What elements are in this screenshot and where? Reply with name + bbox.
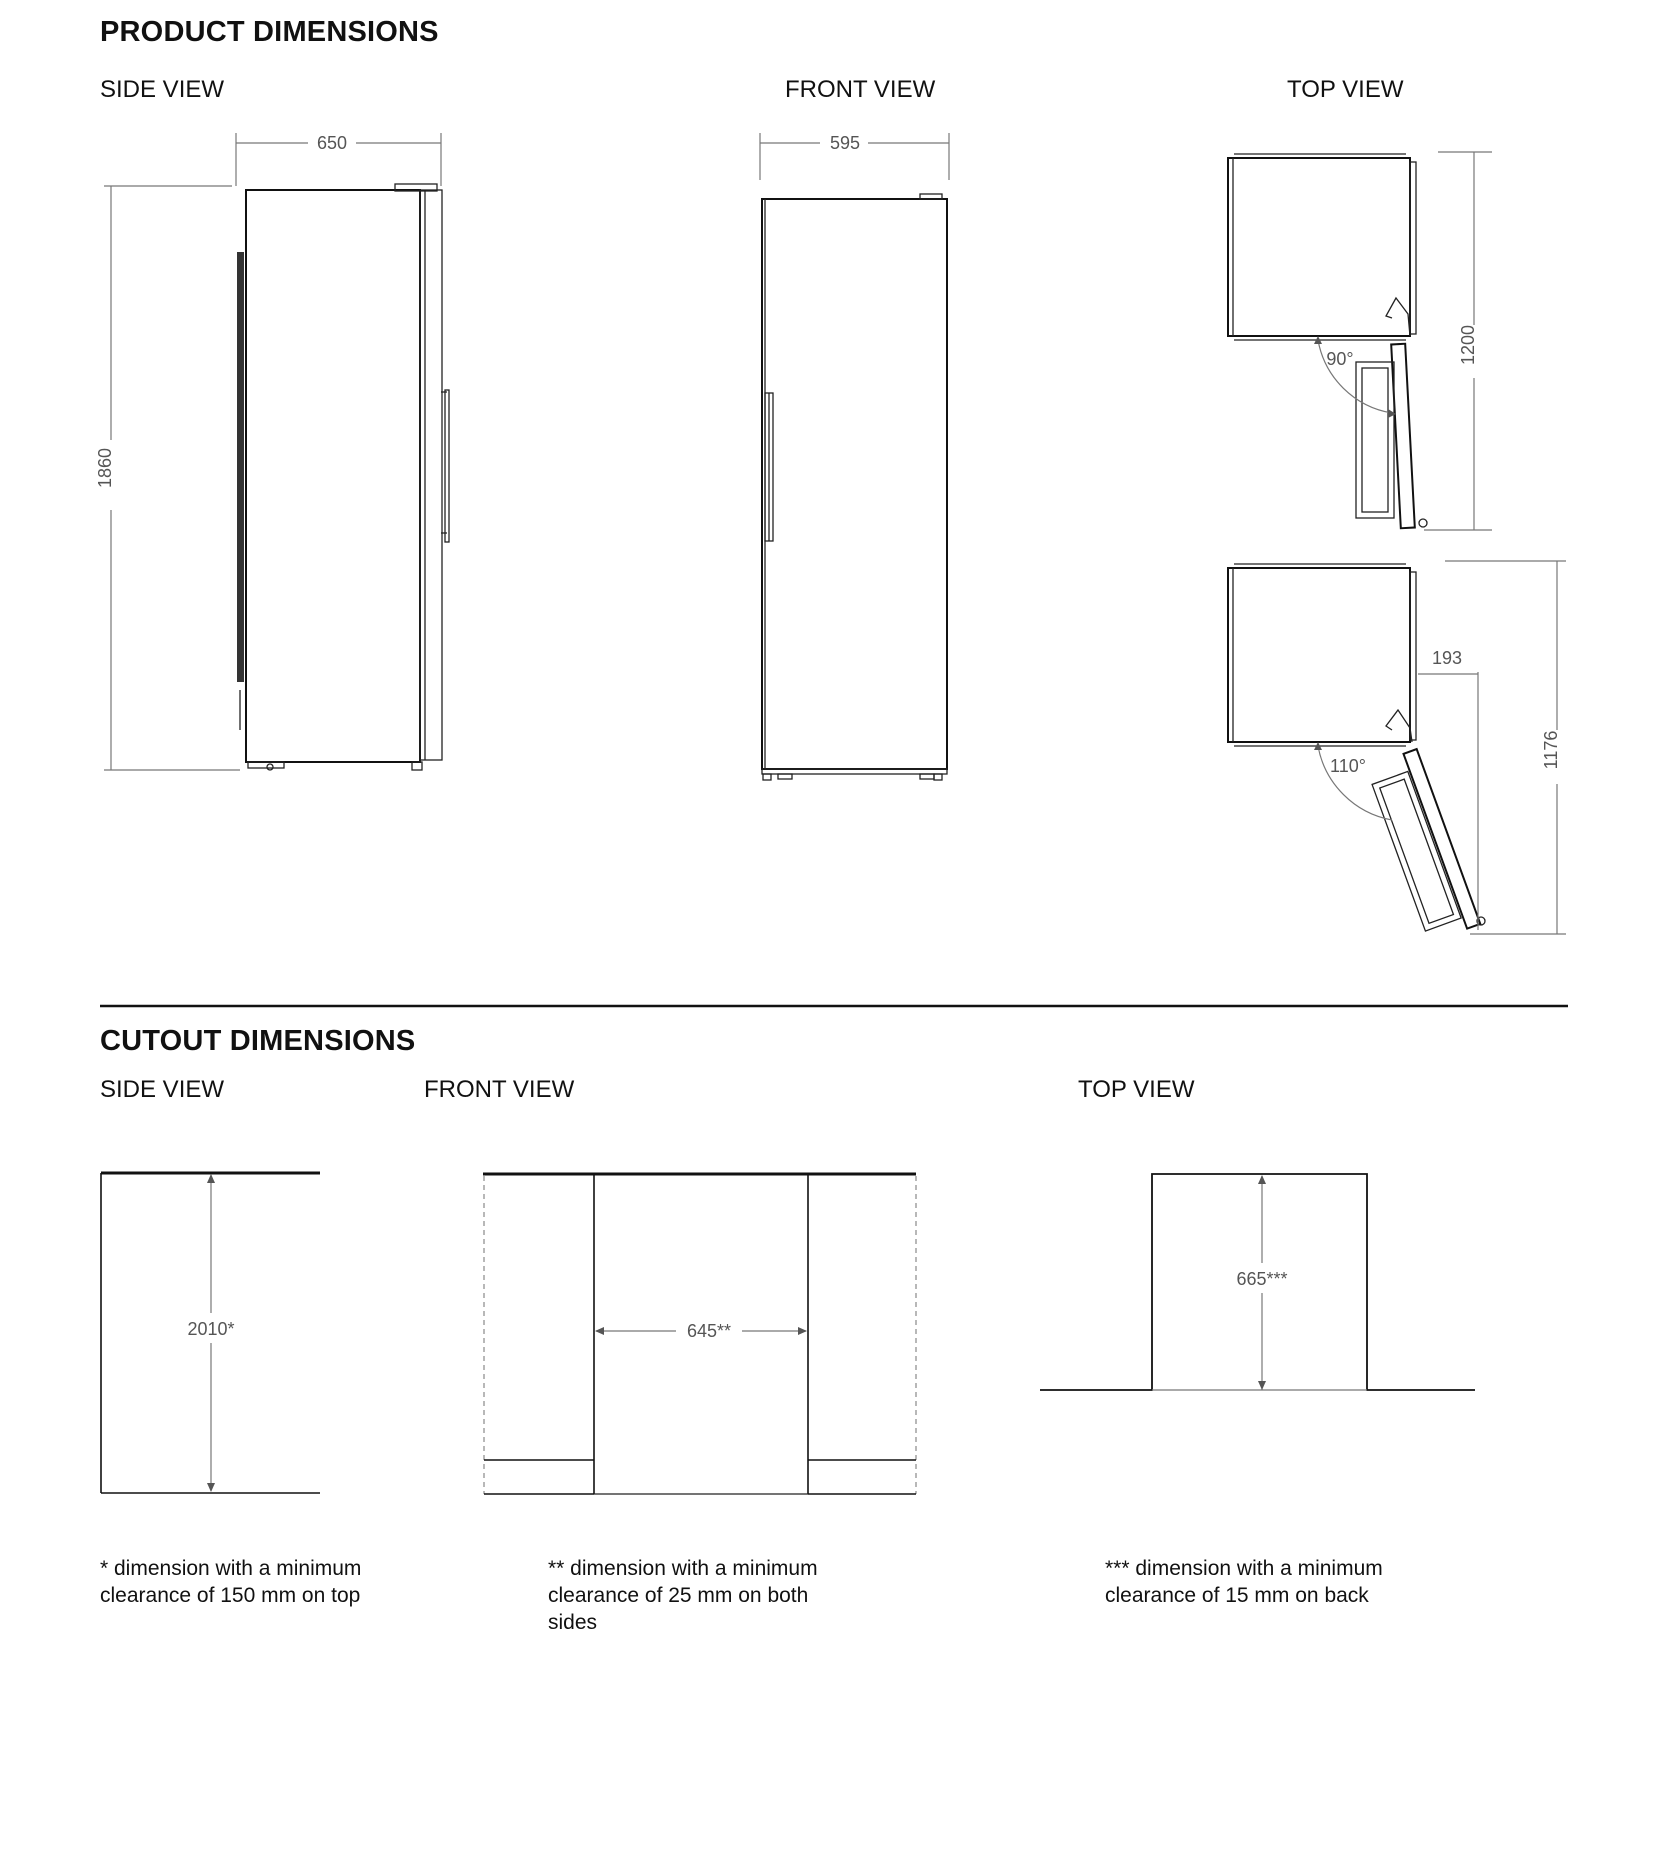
cutout-top-view-label: TOP VIEW bbox=[1078, 1076, 1195, 1103]
cutout-height-note: * dimension with a minimum clearance of 150 mm on top bbox=[100, 1557, 362, 1607]
product-front-view-label: FRONT VIEW bbox=[785, 76, 936, 103]
cutout-width-note: ** dimension with a minimum clearance of 25 mm on both sides bbox=[548, 1557, 818, 1634]
top-side-clearance-label: 193 bbox=[1431, 648, 1463, 668]
product-side-view-drawing bbox=[95, 133, 449, 770]
cutout-depth-note: *** dimension with a minimum clearance of 15 mm on back bbox=[1105, 1557, 1383, 1607]
cutout-dimensions-title: CUTOUT DIMENSIONS bbox=[100, 1025, 416, 1057]
top-depth-90-label: 1200 bbox=[1458, 324, 1478, 366]
product-side-view-label: SIDE VIEW bbox=[100, 76, 225, 103]
product-front-view-drawing bbox=[760, 133, 949, 780]
product-top-view-90-drawing bbox=[1228, 152, 1492, 530]
side-depth-label: 650 bbox=[316, 133, 348, 153]
cutout-width-label: 645** bbox=[686, 1321, 732, 1341]
product-dimensions-title: PRODUCT DIMENSIONS bbox=[100, 16, 439, 48]
cutout-side-view-drawing bbox=[101, 1173, 320, 1493]
cutout-depth-label: 665*** bbox=[1236, 1269, 1288, 1289]
product-top-view-label: TOP VIEW bbox=[1287, 76, 1404, 103]
top-depth-110-label: 1176 bbox=[1541, 730, 1561, 770]
top-angle-110-label: 110° bbox=[1330, 756, 1366, 776]
top-angle-90-label: 90° bbox=[1326, 349, 1354, 369]
cutout-height-label: 2010* bbox=[187, 1319, 235, 1339]
cutout-top-view-drawing bbox=[1040, 1174, 1475, 1390]
side-height-label: 1860 bbox=[95, 447, 115, 489]
front-width-label: 595 bbox=[829, 133, 861, 153]
cutout-front-view-label: FRONT VIEW bbox=[424, 1076, 575, 1103]
cutout-front-view-drawing bbox=[483, 1174, 916, 1494]
cutout-side-view-label: SIDE VIEW bbox=[100, 1076, 225, 1103]
product-top-view-110-drawing bbox=[1228, 561, 1566, 942]
